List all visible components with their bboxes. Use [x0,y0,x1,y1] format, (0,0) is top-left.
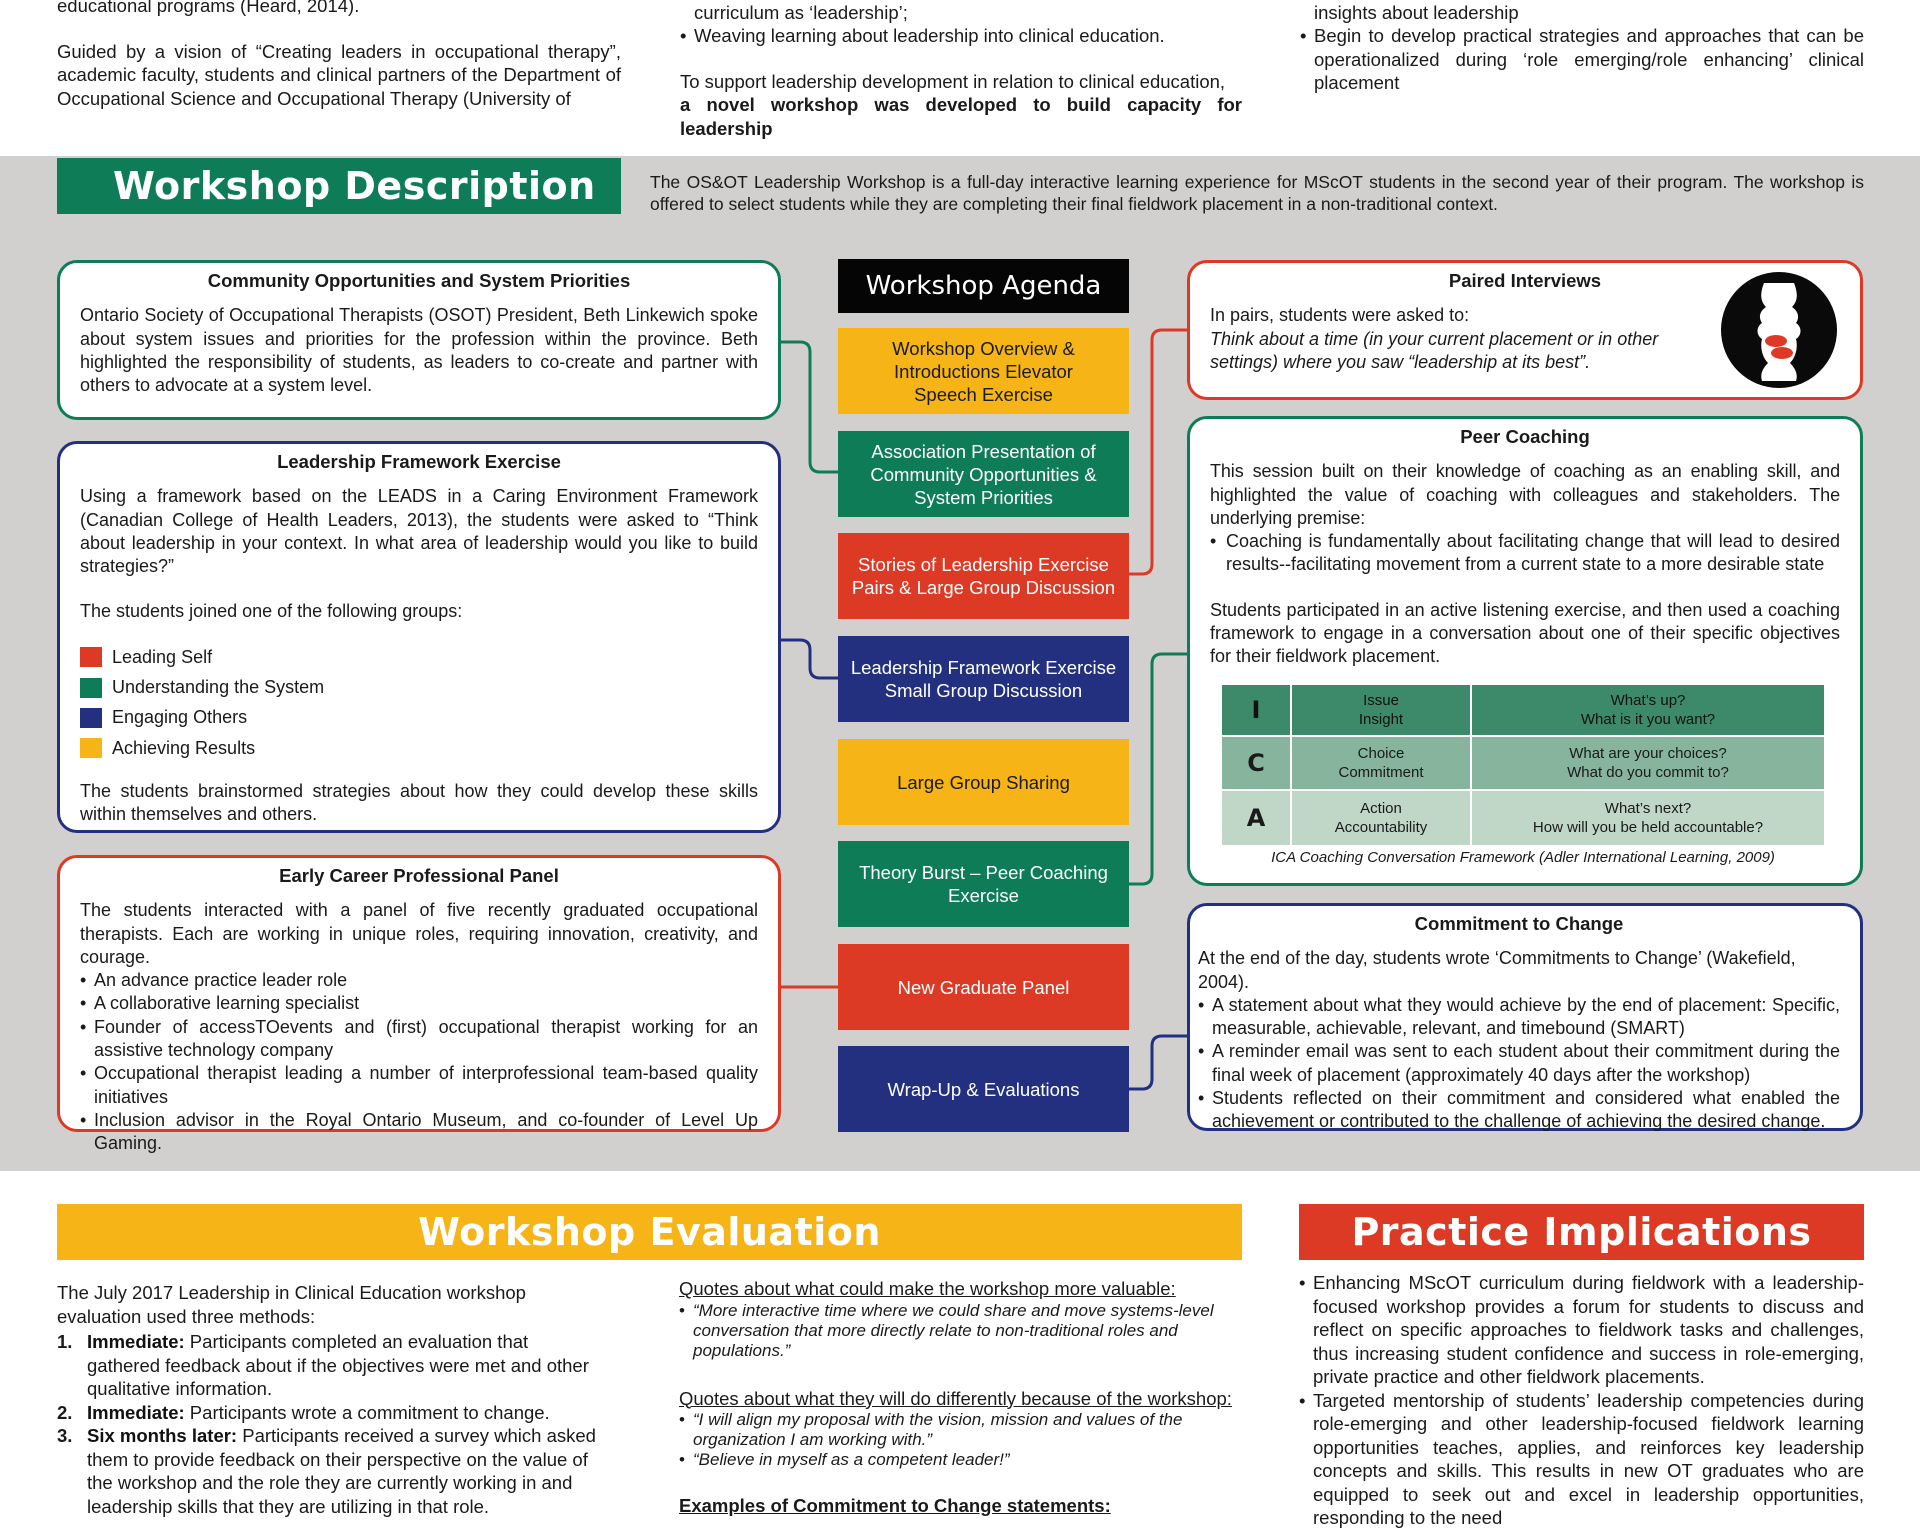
intro-bullet: • Weaving learning about leadership into clinical education. [680,24,1242,48]
commitment-list-item: • A statement about what they would achieve by the end of placement: Specific, measurable, achievable, relevant, and timebound (SMART) [1198,994,1840,1041]
ica-letter: C [1221,736,1291,790]
quotes-list [679,1410,1242,1470]
card-title: Early Career Professional Panel [279,865,559,886]
ica-question: What’s next? [1604,800,1692,817]
card-body: At the end of the day, students wrote ‘Commitments to Change’ (Wakefield, 2004). [1198,948,1796,992]
card-body: In pairs, students were asked to: [1210,305,1470,326]
panel-list-item: • A collaborative learning specialist [80,992,758,1015]
workshop-evaluation-heading: Workshop Evaluation [57,1204,1242,1260]
connector-coaching [1129,654,1188,884]
method-label: Immediate: [87,1331,185,1352]
method-number: 1. [57,1331,73,1352]
ica-question: What’s up? [1610,692,1686,709]
method-label: Immediate: [87,1401,185,1423]
card-title: Peer Coaching [1460,426,1590,447]
group-legend-item [80,646,758,669]
ica-term: Accountability [1334,819,1428,836]
intro-text: educational programs (Heard, 2014). [57,0,360,16]
ica-term: Commitment [1338,764,1424,781]
ica-question: What do you commit to? [1567,764,1729,781]
ica-row [1221,684,1825,736]
agenda-item [838,328,1129,414]
intro-text: Guided by a vision of “Creating leaders in occupational therapy”, academic faculty, students and clinical partners of the Department of Occupational Science and Occupational Therapy (University of [57,40,621,109]
workshop-description-heading: Workshop Description [57,158,621,214]
evaluation-intro: The July 2017 Leadership in Clinical Education workshop evaluation used three methods: [57,1282,526,1327]
method-text: Participants completed an evaluation that gathered feedback about if the objectives were met and other qualitative information. [87,1331,589,1399]
method-number: 2. [57,1401,73,1423]
group-label: Engaging Others [112,707,248,728]
commitment-list-item: • Students reflected on their commitment and considered what enabled the achievement or contributed to the challenge of achieving the desired change. [1198,1087,1840,1134]
agenda-item [838,944,1129,1030]
quotes-heading: Quotes about what could make the workshop more valuable: [679,1278,1176,1299]
intro-bullet: • insights about leadership [1300,0,1864,24]
card-bullet: • Coaching is fundamentally about facilitating change that will lead to desired results--facilitating movement from a current state to a more desirable state [1210,530,1840,577]
practice-implications-heading: Practice Implications [1299,1204,1864,1260]
agenda-label: Stories of Leadership Exercise Pairs & Large Group Discussion [851,554,1116,598]
group-color-swatch [80,647,102,667]
ica-table [1220,683,1826,847]
group-color-swatch [80,708,102,728]
ica-letter: I [1221,684,1291,736]
methods-list [57,1330,605,1518]
agenda-item [838,841,1129,927]
method-item [57,1424,605,1518]
agenda-item [838,533,1129,619]
group-legend-item [80,706,758,729]
panel-list-item: • Inclusion advisor in the Royal Ontario Museum, and co-founder of Level Up Gaming. [80,1109,758,1156]
connector-community [778,342,838,472]
agenda-title: Workshop Agenda [838,259,1129,313]
card-title: Leadership Framework Exercise [277,451,561,472]
ica-questions [1471,790,1825,846]
evaluation-methods [57,1281,605,1518]
card-body: Students participated in an active listening exercise, and then used a coaching framework to engage in a conversation about one of their specific objectives for their fieldwork placement. [1210,599,1840,667]
evaluation-quotes [679,1277,1242,1518]
commitment-list [1198,994,1840,1134]
group-label: Achieving Results [112,737,256,758]
ica-term: Insight [1358,711,1404,728]
quote-item: • “Believe in myself as a competent leader!” [679,1450,1242,1470]
group-label: Understanding the System [112,677,325,698]
agenda-label: Leadership Framework Exercise Small Group Discussion [850,657,1117,701]
group-label: Leading Self [112,646,213,667]
group-color-swatch [80,678,102,698]
ica-caption: ICA Coaching Conversation Framework (Adler International Learning, 2009) [1271,849,1775,866]
intro-text-bold: a novel workshop was developed to build capacity for leadership [680,94,1242,139]
method-text: Participants received a survey which asked them to provide feedback on their perspective on the value of the workshop and the role they are currently working in and leadership skills that they are utilizing in that role. [87,1425,596,1517]
group-legend-item [80,676,758,699]
ica-question: What is it you want? [1580,711,1716,728]
quotes-list [679,1301,1242,1361]
card-closing: The students brainstormed strategies about how they could develop these skills within themselves and others. [80,780,758,825]
intro-bullet: • Begin to develop practical strategies and approaches that can be operationalized during ‘role emerging/role enhancing’ clinical placement [1300,24,1864,95]
ica-question: How will you be held accountable? [1532,819,1764,836]
method-number: 3. [57,1425,73,1446]
implication-item: • Enhancing MScOT curriculum during fieldwork with a leadership-focused workshop provides a forum for students to discuss and reflect on specific approaches to fieldwork tasks and challenges, thus increasing student confidence and success in role-emerging, private practice and other fieldwork placements. [1299,1271,1864,1389]
agenda-label: Wrap-Up & Evaluations [887,1078,1080,1100]
ica-term: Action [1360,800,1402,817]
ica-question: What are your choices? [1569,745,1727,762]
intro-text: To support leadership development in relation to clinical education, [680,70,1226,92]
quotes-heading: Examples of Commitment to Change statements: [679,1495,1111,1516]
two-faces-silhouette-icon [1720,271,1838,389]
agenda-label: Workshop Overview & Introductions Elevator Speech Exercise [892,337,1075,405]
ica-questions [1471,736,1825,790]
agenda-label: Theory Burst – Peer Coaching Exercise [859,862,1108,906]
implication-item: • Targeted mentorship of students’ leadership competencies during role-emerging and other leadership-focused fieldwork learning opportunities teaches, applies, and reinforces key leadership concepts and skills. This results in new OT graduates who are equipped to seek out and excel in leadership opportunities, responding to the need [1299,1389,1864,1530]
commitment-card [1187,903,1863,1131]
method-text: Participants wrote a commitment to change. [184,1401,550,1423]
agenda-item [838,431,1129,517]
card-body-italic: Think about a time (in your current placement or in other settings) where you saw “leadership at its best”. [1210,328,1659,372]
agenda-label: Association Presentation of Community Opportunities & System Priorities [870,440,1097,508]
method-item [57,1330,605,1401]
panel-list-item: • Occupational therapist leading a number of interprofessional team-based quality initiatives [80,1062,758,1109]
groups-intro: The students joined one of the following groups: [80,601,463,622]
group-legend [80,646,758,760]
workshop-description-text: The OS&OT Leadership Workshop is a full-day interactive learning experience for MScOT students in the second year of their program. The workshop is offered to select students while they are completing their final fieldwork placement in a non-traditional context. [650,172,1864,214]
connector-commitment [1129,1036,1188,1089]
commitment-list-item: • A reminder email was sent to each student about their commitment during the final week of placement (approximately 40 days after the workshop) [1198,1040,1840,1087]
card-body: The students interacted with a panel of five recently graduated occupational therapists. Each are working in unique roles, requiring innovation, creativity, and courage. [80,900,758,967]
ica-letter: A [1221,790,1291,846]
panel-list-item: • An advance practice leader role [80,969,758,992]
agenda-label: Large Group Sharing [897,771,1070,793]
group-legend-item [80,737,758,760]
ica-terms [1291,684,1471,736]
quotes-heading: Quotes about what they will do differently because of the workshop: [679,1387,1232,1409]
method-label: Six months later: [87,1425,238,1446]
connector-interviews [1129,330,1188,574]
quote-item: • “More interactive time where we could share and move systems-level conversation that more directly relate to non-traditional roles and populations.” [679,1301,1242,1361]
panel-card [57,855,781,1154]
implications-list [1299,1271,1864,1530]
method-item [57,1401,605,1425]
panel-list-item: • Founder of accessTOevents and (first) occupational therapist working for an assistive technology company [80,1016,758,1063]
card-title: Paired Interviews [1448,270,1602,291]
intro-bullet: • curriculum as ‘leadership’; [680,0,1242,24]
ica-questions [1471,684,1825,736]
ica-terms [1291,790,1471,846]
group-color-swatch [80,738,102,758]
agenda-label: New Graduate Panel [897,976,1070,998]
agenda-item [838,739,1129,825]
card-body: This session built on their knowledge of coaching as an enabling skill, and highlighted the value of coaching with colleagues and stakeholders. The underlying premise: [1210,461,1840,528]
ica-term: Choice [1357,745,1405,762]
community-card [57,260,781,420]
card-title: Community Opportunities and System Priorities [207,270,631,291]
framework-card [57,441,781,833]
agenda-item [838,1046,1129,1132]
connector-framework [778,640,838,678]
card-title: Commitment to Change [1414,913,1624,934]
ica-terms [1291,736,1471,790]
ica-term: Issue [1363,692,1399,709]
interviews-card [1187,260,1863,400]
agenda-item [838,636,1129,722]
ica-row [1221,736,1825,790]
quote-item: • “I will align my proposal with the vision, mission and values of the organization I am working with.” [679,1410,1242,1450]
card-body: Using a framework based on the LEADS in a Caring Environment Framework (Canadian College of Health Leaders, 2013), the students were asked to “Think about leadership in your context. In what area of leadership would you like to build strategies?” [80,486,758,577]
card-body: Ontario Society of Occupational Therapists (OSOT) President, Beth Linkewich spoke about system issues and priorities for the profession within the province. Beth highlighted the responsibility of students, as leaders to co-create and partner with others to advocate at a system level. [80,305,758,396]
panel-list [80,969,758,1155]
ica-row [1221,790,1825,846]
